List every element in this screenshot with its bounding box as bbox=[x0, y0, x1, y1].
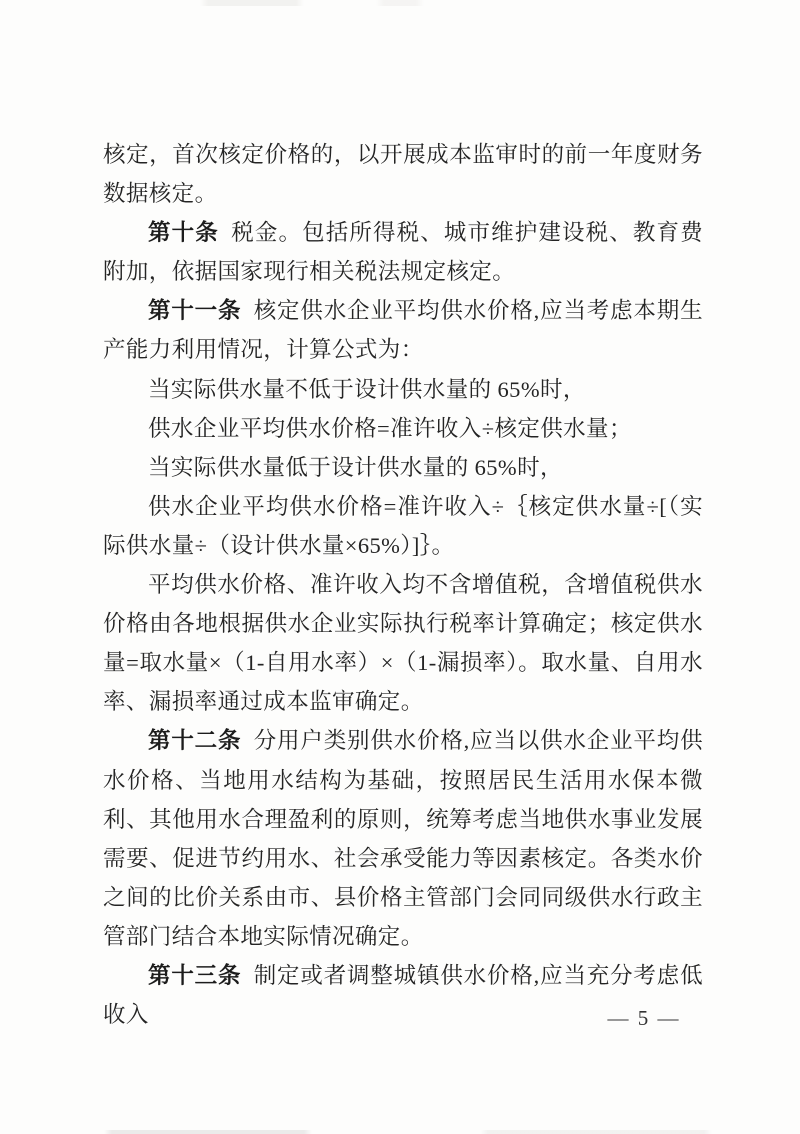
article-number: 第十条 bbox=[148, 220, 219, 246]
paragraph-text: 供水企业平均供水价格=准许收入÷核定供水量； bbox=[148, 415, 632, 441]
paragraph bbox=[103, 409, 703, 448]
paragraph-text: 平均供水价格、准许收入均不含增值税，含增值税供水价格由各地根据供水企业实际执行税率计算确定；核定供水量=取水量×（1-自用水率）×（1-漏损率）。取水量、自用水率、漏损率通过成本监审确定。 bbox=[103, 572, 703, 715]
paragraph bbox=[103, 565, 703, 721]
article-number: 第十二条 bbox=[148, 728, 242, 754]
paragraph bbox=[103, 135, 703, 213]
document-body bbox=[103, 135, 703, 1034]
paragraph-text: 分用户类别供水价格,应当以供水企业平均供水价格、当地用水结构为基础，按照居民生活用水保本微利、其他用水合理盈利的原则，统筹考虑当地供水事业发展需要、促进节约用水、社会承受能力等因素核定。各类水价之间的比价关系由市、县价格主管部门会同同级供水行政主管部门结合本地实际情况确定。 bbox=[103, 728, 703, 949]
paragraph bbox=[103, 487, 703, 565]
paragraph-text: 制定或者调整城镇供水价格,应当充分考虑低收入 bbox=[103, 962, 703, 1028]
article-number: 第十三条 bbox=[148, 962, 242, 988]
paragraph-text: 当实际供水量不低于设计供水量的 65%时， bbox=[148, 376, 586, 402]
scan-artifact-top bbox=[0, 0, 800, 6]
paragraph-text: 核定供水企业平均供水价格,应当考虑本期生产能力利用情况，计算公式为： bbox=[103, 298, 703, 363]
article-number: 第十一条 bbox=[148, 298, 242, 324]
paragraph-text: 核定，首次核定价格的，以开展成本监审时的前一年度财务数据核定。 bbox=[103, 142, 703, 207]
paragraph-text: 供水企业平均供水价格=准许收入÷｛核定供水量÷[（实际供水量÷（设计供水量×65%）]｝。 bbox=[103, 493, 703, 558]
page-number: — 5 — bbox=[607, 1006, 681, 1030]
paragraph bbox=[103, 370, 703, 409]
scan-artifact-bottom bbox=[0, 1130, 800, 1134]
paragraph-text: 税金。包括所得税、城市维护建设税、教育费附加，依据国家现行相关税法规定核定。 bbox=[103, 220, 703, 285]
paragraph-text: 当实际供水量低于设计供水量的 65%时， bbox=[148, 454, 563, 480]
paragraph bbox=[103, 448, 703, 487]
paragraph bbox=[103, 721, 703, 956]
paragraph bbox=[103, 213, 703, 291]
paragraph bbox=[103, 291, 703, 369]
